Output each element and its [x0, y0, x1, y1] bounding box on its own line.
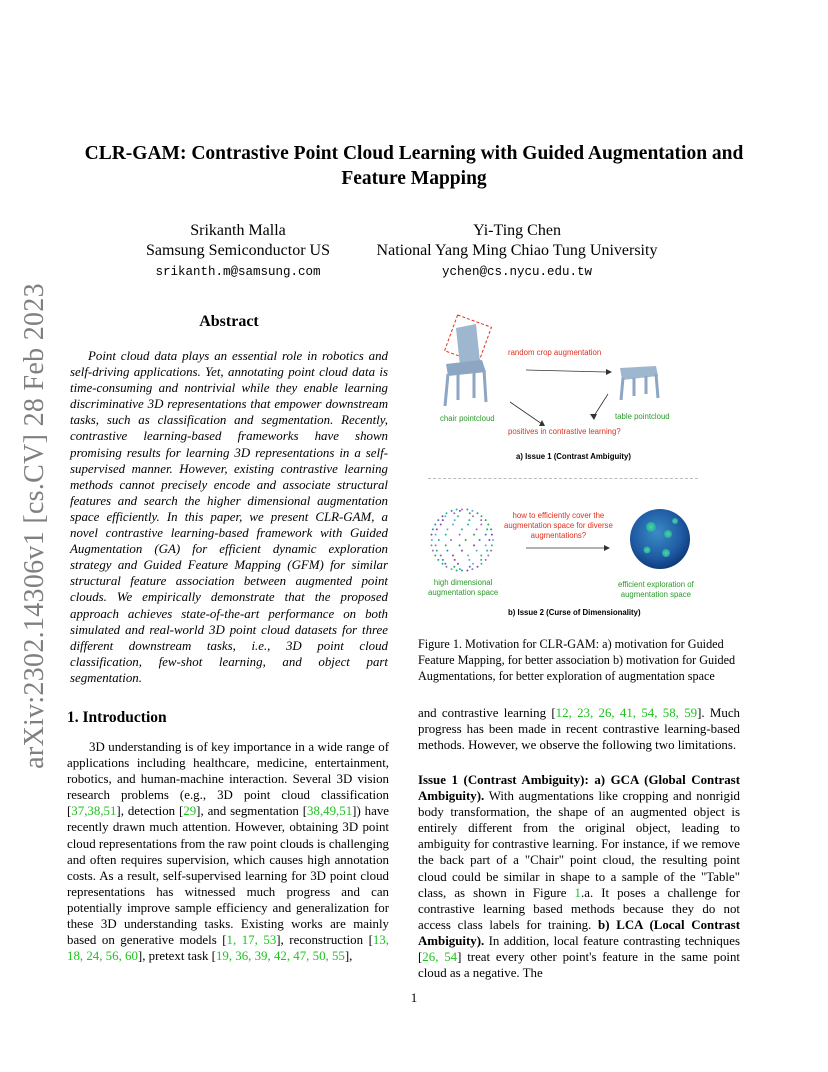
augmentation-space-sphere-image: [431, 509, 495, 572]
introduction-paragraph-left: [67, 739, 389, 964]
figure-caption: Figure 1. Motivation for CLR-GAM: a) motivation for Guided Feature Mapping, for better association b) motivation for Guided Augmentations, for better exploration of augmentation space: [418, 637, 736, 683]
figure-link[interactable]: 1: [574, 885, 581, 900]
text-run: and contrastive learning [: [418, 706, 556, 720]
author-name: Srikanth Malla: [190, 222, 286, 239]
text-run: ] treat every other point's feature in the same point cloud as a negative. The: [418, 950, 740, 981]
table-question-arrow: [594, 394, 608, 416]
text-run: .a. It poses a challenge for contrastive learning based methods because they do not access class labels for training.: [418, 885, 740, 932]
author-block-2: [366, 221, 668, 283]
cover-question-label: [504, 511, 613, 541]
introduction-paragraph-right: [418, 705, 740, 753]
text-run: 3D understanding is of key importance in a wide range of applications including healthcare, medicine, entertainment, robotics, and human-machine interaction. Several 3D vision research problems (e.g., 3D point cloud classification [: [67, 740, 389, 819]
author-affiliation: Samsung Semiconductor US: [146, 242, 330, 259]
text-run: With augmentations like cropping and nonrigid body transformation, the shape of an augmented object is entirely different from the original object, leading to ambiguity for contrastive learning. For instance, if we remove the back part of a "Chair" point cloud, the resulting point cloud could be similar in shape to a sample of the "Table" class, as shown in Figure: [418, 789, 740, 900]
text-run: In addition, local feature contrasting techniques [: [418, 933, 740, 965]
text-run: ], and segmentation [: [196, 804, 308, 819]
chair-question-arrow: [510, 402, 542, 424]
high-dimensional-label: [428, 578, 498, 598]
cover-question-line: how to efficiently cover the: [512, 511, 605, 520]
table-pointcloud-label: table pointcloud: [615, 412, 670, 421]
high-dimensional-line: high dimensional: [433, 578, 493, 587]
issue-1-paragraph: [418, 772, 740, 981]
figure-1: [418, 310, 740, 630]
lca-label: b) LCA (Local Contrast Ambiguity).: [418, 917, 740, 948]
text-run: ], detection [: [116, 804, 184, 819]
figure-divider: [428, 478, 698, 479]
text-run: ], reconstruction [: [276, 933, 373, 948]
author-email: srikanth.m@samsung.com: [155, 265, 321, 279]
text-run: ]. Much progress has been made in recent contrastive learning-based methods. However, we observe the following two limitations.: [418, 706, 740, 753]
citation-link[interactable]: 38,49,51: [307, 804, 353, 819]
citation-link[interactable]: 26, 54: [422, 950, 458, 965]
page-number: 1: [410, 990, 418, 1005]
arxiv-stamp: [19, 283, 50, 769]
issue-1-title: a) Issue 1 (Contrast Ambiguity): [516, 452, 631, 461]
citation-link[interactable]: 13, 18, 24, 56, 60: [67, 933, 389, 964]
efficient-exploration-line: augmentation space: [620, 590, 691, 599]
author-block-1: [135, 221, 341, 283]
citation-link[interactable]: 19, 36, 39, 42, 47, 50, 55: [215, 949, 345, 964]
text-run: ], pretext task [: [137, 949, 216, 964]
efficient-exploration-sphere-image: [630, 509, 690, 569]
high-dimensional-line: augmentation space: [428, 588, 499, 597]
introduction-heading: 1. Introduction: [67, 709, 167, 726]
efficient-exploration-line: efficient exploration of: [618, 580, 694, 589]
text-run: ]) have recently drawn much attention. However, obtaining 3D point cloud representations from the raw point clouds is challenging and often requires supervision, which causes high annotation costs. As a result, self-supervised learning for 3D point cloud representations has witnessed much progress and can potentially improve sample efficiency and generalization for these 3D understanding tasks. Existing works are mainly based on generative models [: [67, 804, 389, 948]
citation-link[interactable]: 37,38,51: [71, 804, 117, 819]
citation-link[interactable]: 12, 23, 26, 41, 54, 58, 59: [555, 706, 698, 720]
cover-question-line: augmentation space for diverse: [504, 521, 613, 530]
issue-2-title: b) Issue 2 (Curse of Dimensionality): [508, 608, 641, 617]
text-run: ],: [344, 949, 353, 964]
title-line-1: CLR-GAM: Contrastive Point Cloud Learning with Guided Augmentation and: [84, 143, 744, 164]
author-affiliation: National Yang Ming Chiao Tung University: [376, 242, 658, 259]
positives-question-label: positives in contrastive learning?: [508, 427, 621, 436]
title-line-2: Feature Mapping: [341, 168, 487, 189]
cover-question-line: augmentations?: [530, 531, 587, 540]
citation-link[interactable]: 29: [183, 804, 197, 819]
issue-1-label: Issue 1 (Contrast Ambiguity): a) GCA (Global Contrast Ambiguity).: [418, 773, 740, 804]
abstract-heading: Abstract: [199, 313, 259, 330]
efficient-exploration-label: [618, 580, 694, 600]
citation-link[interactable]: 1, 17, 53: [226, 933, 277, 948]
author-email: ychen@cs.nycu.edu.tw: [441, 265, 593, 279]
table-pointcloud-image: [620, 366, 658, 400]
chair-pointcloud-label: chair pointcloud: [440, 414, 495, 423]
author-name: Yi-Ting Chen: [473, 222, 561, 239]
random-crop-label: random crop augmentation: [508, 348, 602, 357]
augmentation-arrow: [526, 370, 606, 372]
arxiv-id-text: arXiv:2302.14306v1 [cs.CV] 28 Feb 2023: [19, 283, 50, 769]
paper-title: [60, 141, 768, 191]
chair-pointcloud-image: [445, 315, 492, 406]
abstract-text: Point cloud data plays an essential role in robotics and self-driving applications. Yet, annotating point cloud data is time-consuming and nontrivial while they enable learning discriminative 3D representations that empower downstream tasks, such as classification and segmentation. Recently, contrastive learning-based frameworks have shown promising results for learning 3D representations in a self-supervised manner. However, existing contrastive learning methods cannot precisely encode and associate structural features and search the higher dimensional augmentation space efficiently. In this paper, we present CLR-GAM, a novel contrastive learning-based framework with Guided Augmentation (GA) for efficient dynamic exploration strategy and Guided Feature Mapping (GFM) for similar structural feature association between augmented point clouds. We empirically demonstrate that the proposed approach achieves state-of-the-art performance on both simulated and real-world 3D point cloud datasets for three different downstream tasks, i.e., 3D point cloud classification, few-shot learning, and object part segmentation.: [70, 349, 388, 685]
